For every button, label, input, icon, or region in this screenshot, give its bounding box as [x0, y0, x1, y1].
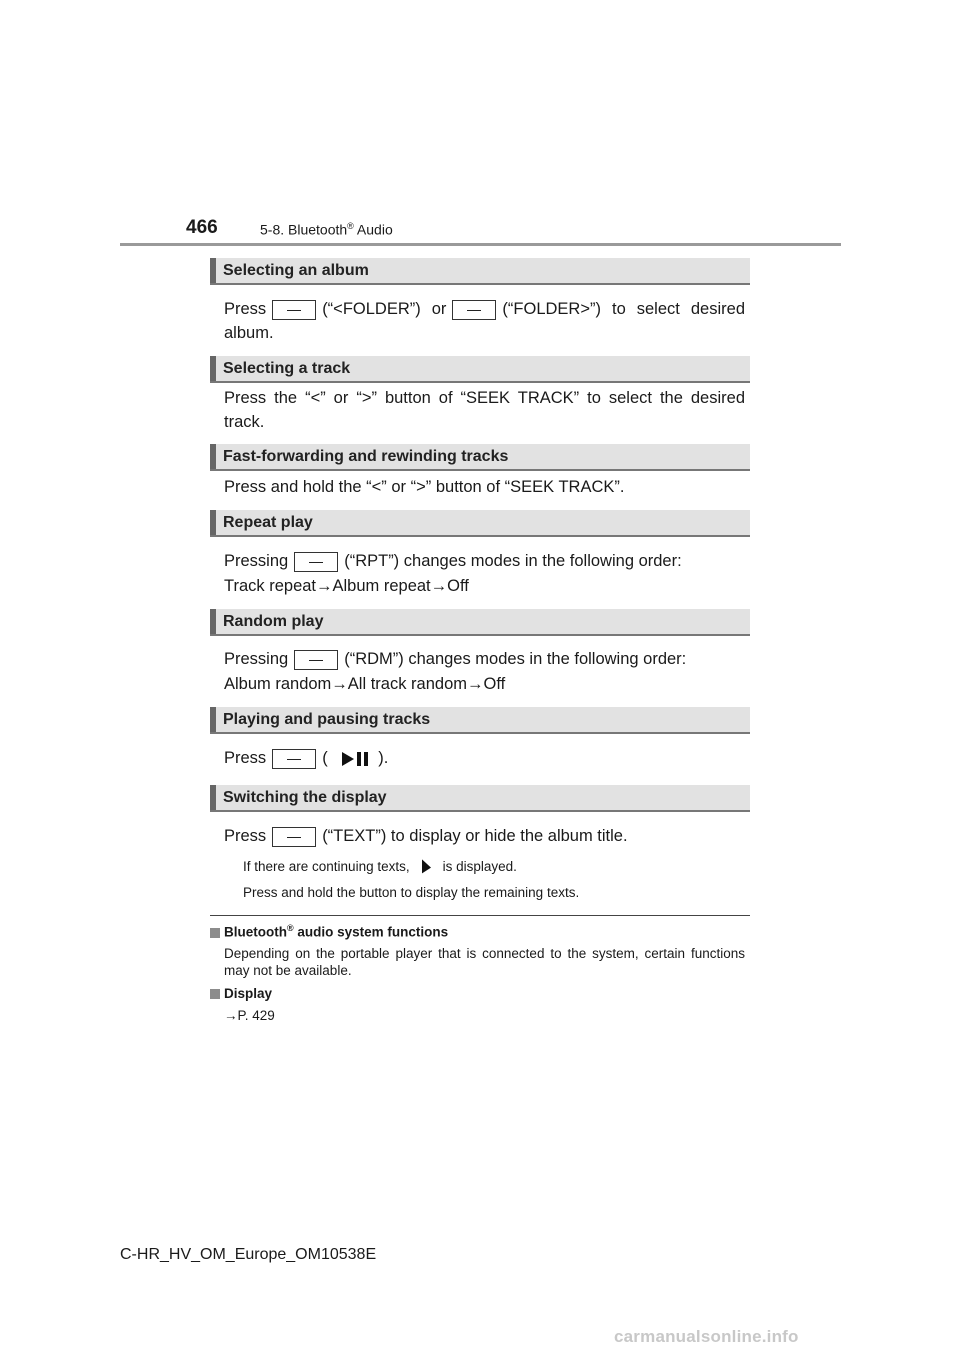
random-order: Album random→All track random→Off — [224, 675, 506, 693]
button-icon — [294, 552, 338, 572]
section-bar-random: Random play — [210, 609, 750, 636]
playpause-instructions: Press ( ). — [224, 749, 389, 767]
bullet-square — [210, 928, 220, 938]
display-page-ref: →P. 429 — [224, 1008, 275, 1023]
section-bar-track: Selecting a track — [210, 356, 750, 383]
header-rule — [120, 243, 841, 246]
section-bar-playpause: Playing and pausing tracks — [210, 707, 750, 734]
section-name: 5-8. Bluetooth — [260, 221, 348, 238]
play-pause-icon — [340, 750, 370, 768]
note-hold-button: Press and hold the button to display the remaining texts. — [243, 885, 580, 900]
section-bar-fastforward: Fast-forwarding and rewinding tracks — [210, 444, 750, 471]
random-instructions: Pressing (“RDM”) changes modes in the following order: — [224, 650, 687, 668]
display-instructions: Press (“TEXT”) to display or hide the album title. — [224, 827, 628, 845]
button-icon — [452, 300, 496, 320]
button-icon — [272, 300, 316, 320]
track-instructions: Press the “<” or “>” button of “SEEK TRACK” to select the desired track. — [224, 389, 745, 431]
footer-doc-id: C-HR_HV_OM_Europe_OM10538E — [120, 1246, 377, 1263]
section-bar-display: Switching the display — [210, 785, 750, 812]
divider — [210, 915, 750, 916]
page-number: 466 — [186, 217, 218, 238]
continue-arrow-icon — [422, 860, 431, 875]
watermark: carmanualsonline.info — [614, 1327, 799, 1346]
button-icon — [272, 827, 316, 847]
section-bar-album: Selecting an album — [210, 258, 750, 285]
album-instructions: Press (“<FOLDER”) or (“FOLDER>”) to select desired album. — [224, 300, 745, 342]
note-continuing-texts: If there are continuing texts, is displayed. — [243, 859, 517, 874]
fastforward-instructions: Press and hold the “<” or “>” button of “SEEK TRACK”. — [224, 478, 625, 496]
section-bar-repeat: Repeat play — [210, 510, 750, 537]
bullet-square — [210, 989, 220, 999]
section-name-suffix: Audio — [353, 221, 393, 238]
repeat-order: Track repeat→Album repeat→Off — [224, 577, 469, 595]
repeat-instructions: Pressing (“RPT”) changes modes in the following order: — [224, 552, 682, 570]
registered-mark: ® — [347, 221, 354, 231]
button-icon — [272, 749, 316, 769]
display-title: Display — [210, 986, 272, 1001]
button-icon — [294, 650, 338, 670]
functions-body: Depending on the portable player that is connected to the system, certain functions may not be available. — [224, 946, 745, 978]
registered-mark: ® — [287, 923, 294, 933]
functions-title: Bluetooth® audio system functions — [210, 923, 448, 940]
section-heading — [260, 221, 393, 238]
